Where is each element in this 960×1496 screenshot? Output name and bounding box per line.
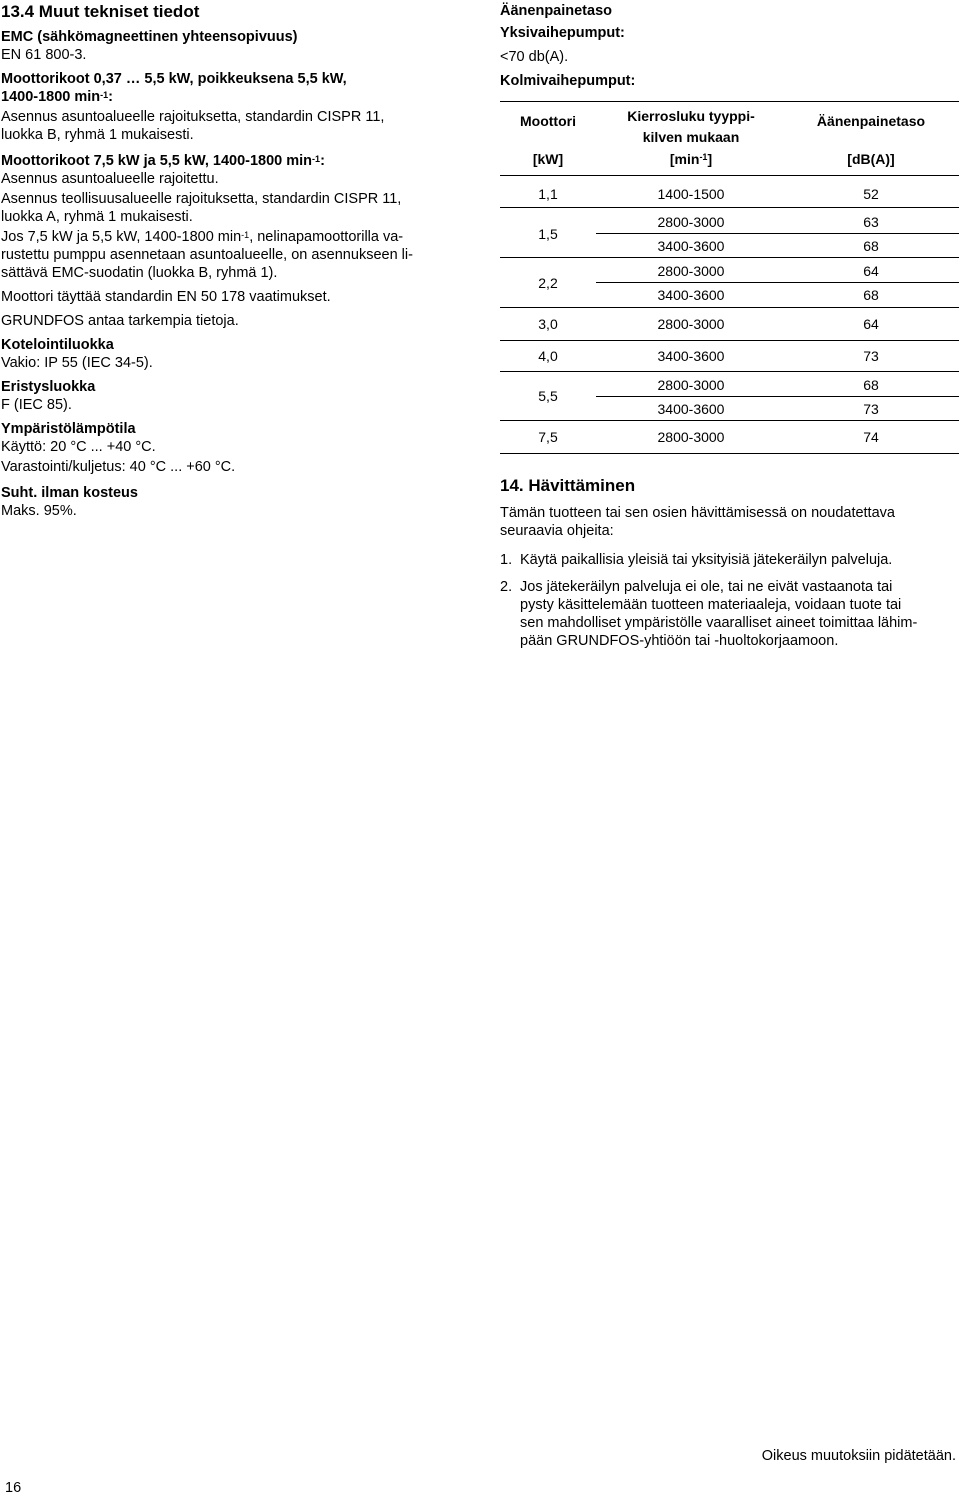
rights-notice: Oikeus muutoksiin pidätetään. [761,1448,956,1464]
header-sound: Äänenpainetaso [816,113,926,129]
ambient-operation-text: Käyttö: 20 °C ... +40 °C. [1,439,156,455]
three-phase-heading: Kolmivaihepumput: [500,73,636,89]
list-text: Jos jätekeräilyn palveluja ei ole, tai ne eivät vastaanota tai pysty käsittelemään tuotteen materiaaleja, voidaan tuote tai sen mahdolliset ympäristölle vaaralliset aineet toimittaa lähim- pään GRUNDFOS-yhtiöön tai -huoltokorjaamoon. [520,579,918,649]
list-text: Käytä paikallisia yleisiä tai yksityisiä jätekeräilyn palveluja. [520,552,893,568]
enclosure-text: Vakio: IP 55 (IEC 34-5). [1,355,153,371]
insulation-text: F (IEC 85). [1,397,72,413]
motors1-text-line1: Asennus asuntoalueelle rajoituksetta, standardin CISPR 11, [1,109,385,125]
cell-speed: 2800-3000 [657,316,725,332]
cell-motor: 5,5 [538,388,558,404]
enclosure-heading: Kotelointiluokka [1,337,114,353]
list-number: 2. [500,579,513,595]
cell-sound: 68 [863,238,879,254]
humidity-heading: Suht. ilman kosteus [1,485,138,501]
cell-sound: 73 [863,401,879,417]
cell-motor: 7,5 [538,429,558,445]
section-title: 13.4 Muut tekniset tiedot [1,2,200,21]
cell-speed: 2800-3000 [657,429,725,445]
header-speed-line2: kilven mukaan [642,129,740,145]
cell-sound: 52 [863,186,879,202]
cell-sound: 64 [863,263,879,279]
motors2-heading: Moottorikoot 7,5 kW ja 5,5 kW, 1400-1800 $\min^{-1}$: [1,153,325,169]
list-number: 1. [500,552,513,568]
header-speed-line1: Kierrosluku tyyppi- [627,108,755,124]
cell-motor: 1,1 [538,186,558,202]
cell-motor: 3,0 [538,316,558,332]
cell-speed: 3400-3600 [657,238,725,254]
motors1-text-line2: luokka B, ryhmä 1 mukaisesti. [1,127,194,143]
cell-speed: 3400-3600 [657,348,725,364]
header-unit-sound: [dB(A)] [847,151,895,167]
sound-heading: Äänenpainetaso [500,3,612,19]
cell-speed: 2800-3000 [657,377,725,393]
motors2-text3-line2: rustettu pumppu asennetaan asuntoalueelle, on asennukseen li- [1,247,413,263]
subrow-rule [596,396,959,397]
motors2-text1: Asennus asuntoalueelle rajoitettu. [1,171,219,187]
ambient-heading: Ympäristölämpötila [1,421,136,437]
row-rule [500,420,959,421]
subrow-rule [596,233,959,234]
cell-sound: 73 [863,348,879,364]
cell-speed: 2800-3000 [657,214,725,230]
cell-speed: 2800-3000 [657,263,725,279]
header-unit-speed: $[\min^{-1}]$ [669,151,713,167]
single-phase-heading: Yksivaihepumput: [500,25,625,41]
cell-motor: 1,5 [538,226,558,242]
emc-standard: EN 61 800-3. [1,47,87,63]
disposal-intro-line2: seuraavia ohjeita: [500,523,614,539]
cell-sound: 68 [863,287,879,303]
motors2-text3-line3: sättävä EMC-suodatin (luokka B, ryhmä 1). [1,265,278,281]
cell-speed: 1400-1500 [657,186,725,202]
disposal-intro-line1: Tämän tuotteen tai sen osien hävittämisessä on noudatettava [500,505,895,521]
row-rule [500,207,959,208]
header-unit-motor: [kW] [532,151,564,167]
cell-sound: 74 [863,429,879,445]
cell-sound: 64 [863,316,879,332]
ambient-storage-text: Varastointi/kuljetus: 40 °C ... +60 °C. [1,459,236,475]
row-rule [500,257,959,258]
row-rule [500,340,959,341]
cell-speed: 3400-3600 [657,287,725,303]
table-bottom-rule [500,453,959,454]
motors2-text2-line1: Asennus teollisuusalueelle rajoituksetta, standardin CISPR 11, [1,191,402,207]
single-phase-value: <70 db(A). [500,49,569,65]
insulation-heading: Eristysluokka [1,379,96,395]
row-rule [500,371,959,372]
header-motor: Moottori [520,113,576,129]
cell-speed: 3400-3600 [657,401,725,417]
cell-motor: 4,0 [538,348,558,364]
motors1-heading-line2: 1400-1800 $\min^{-1}$: [1,89,114,105]
page-number: 16 [5,1480,22,1496]
emc-heading: EMC (sähkömagneettinen yhteensopivuus) [1,29,298,45]
grundfos-info-text: GRUNDFOS antaa tarkempia tietoja. [1,313,239,329]
table-header-rule [500,175,959,176]
row-rule [500,307,959,308]
humidity-text: Maks. 95%. [1,503,77,519]
motors2-text2-line2: luokka A, ryhmä 1 mukaisesti. [1,209,193,225]
en50178-text: Moottori täyttää standardin EN 50 178 vaatimukset. [1,289,331,305]
motors1-heading-line1: Moottorikoot 0,37 … 5,5 kW, poikkeuksena 5,5 kW, [1,71,347,87]
cell-sound: 63 [863,214,879,230]
cell-motor: 2,2 [538,275,558,291]
cell-sound: 68 [863,377,879,393]
disposal-title: 14. Hävittäminen [500,476,636,495]
table-top-rule [500,101,959,102]
subrow-rule [596,282,959,283]
motors2-text3-line1: Jos 7,5 kW ja 5,5 kW, 1400-1800 $\min^{-1}$, nelinapamoottorilla va- [1,229,404,245]
